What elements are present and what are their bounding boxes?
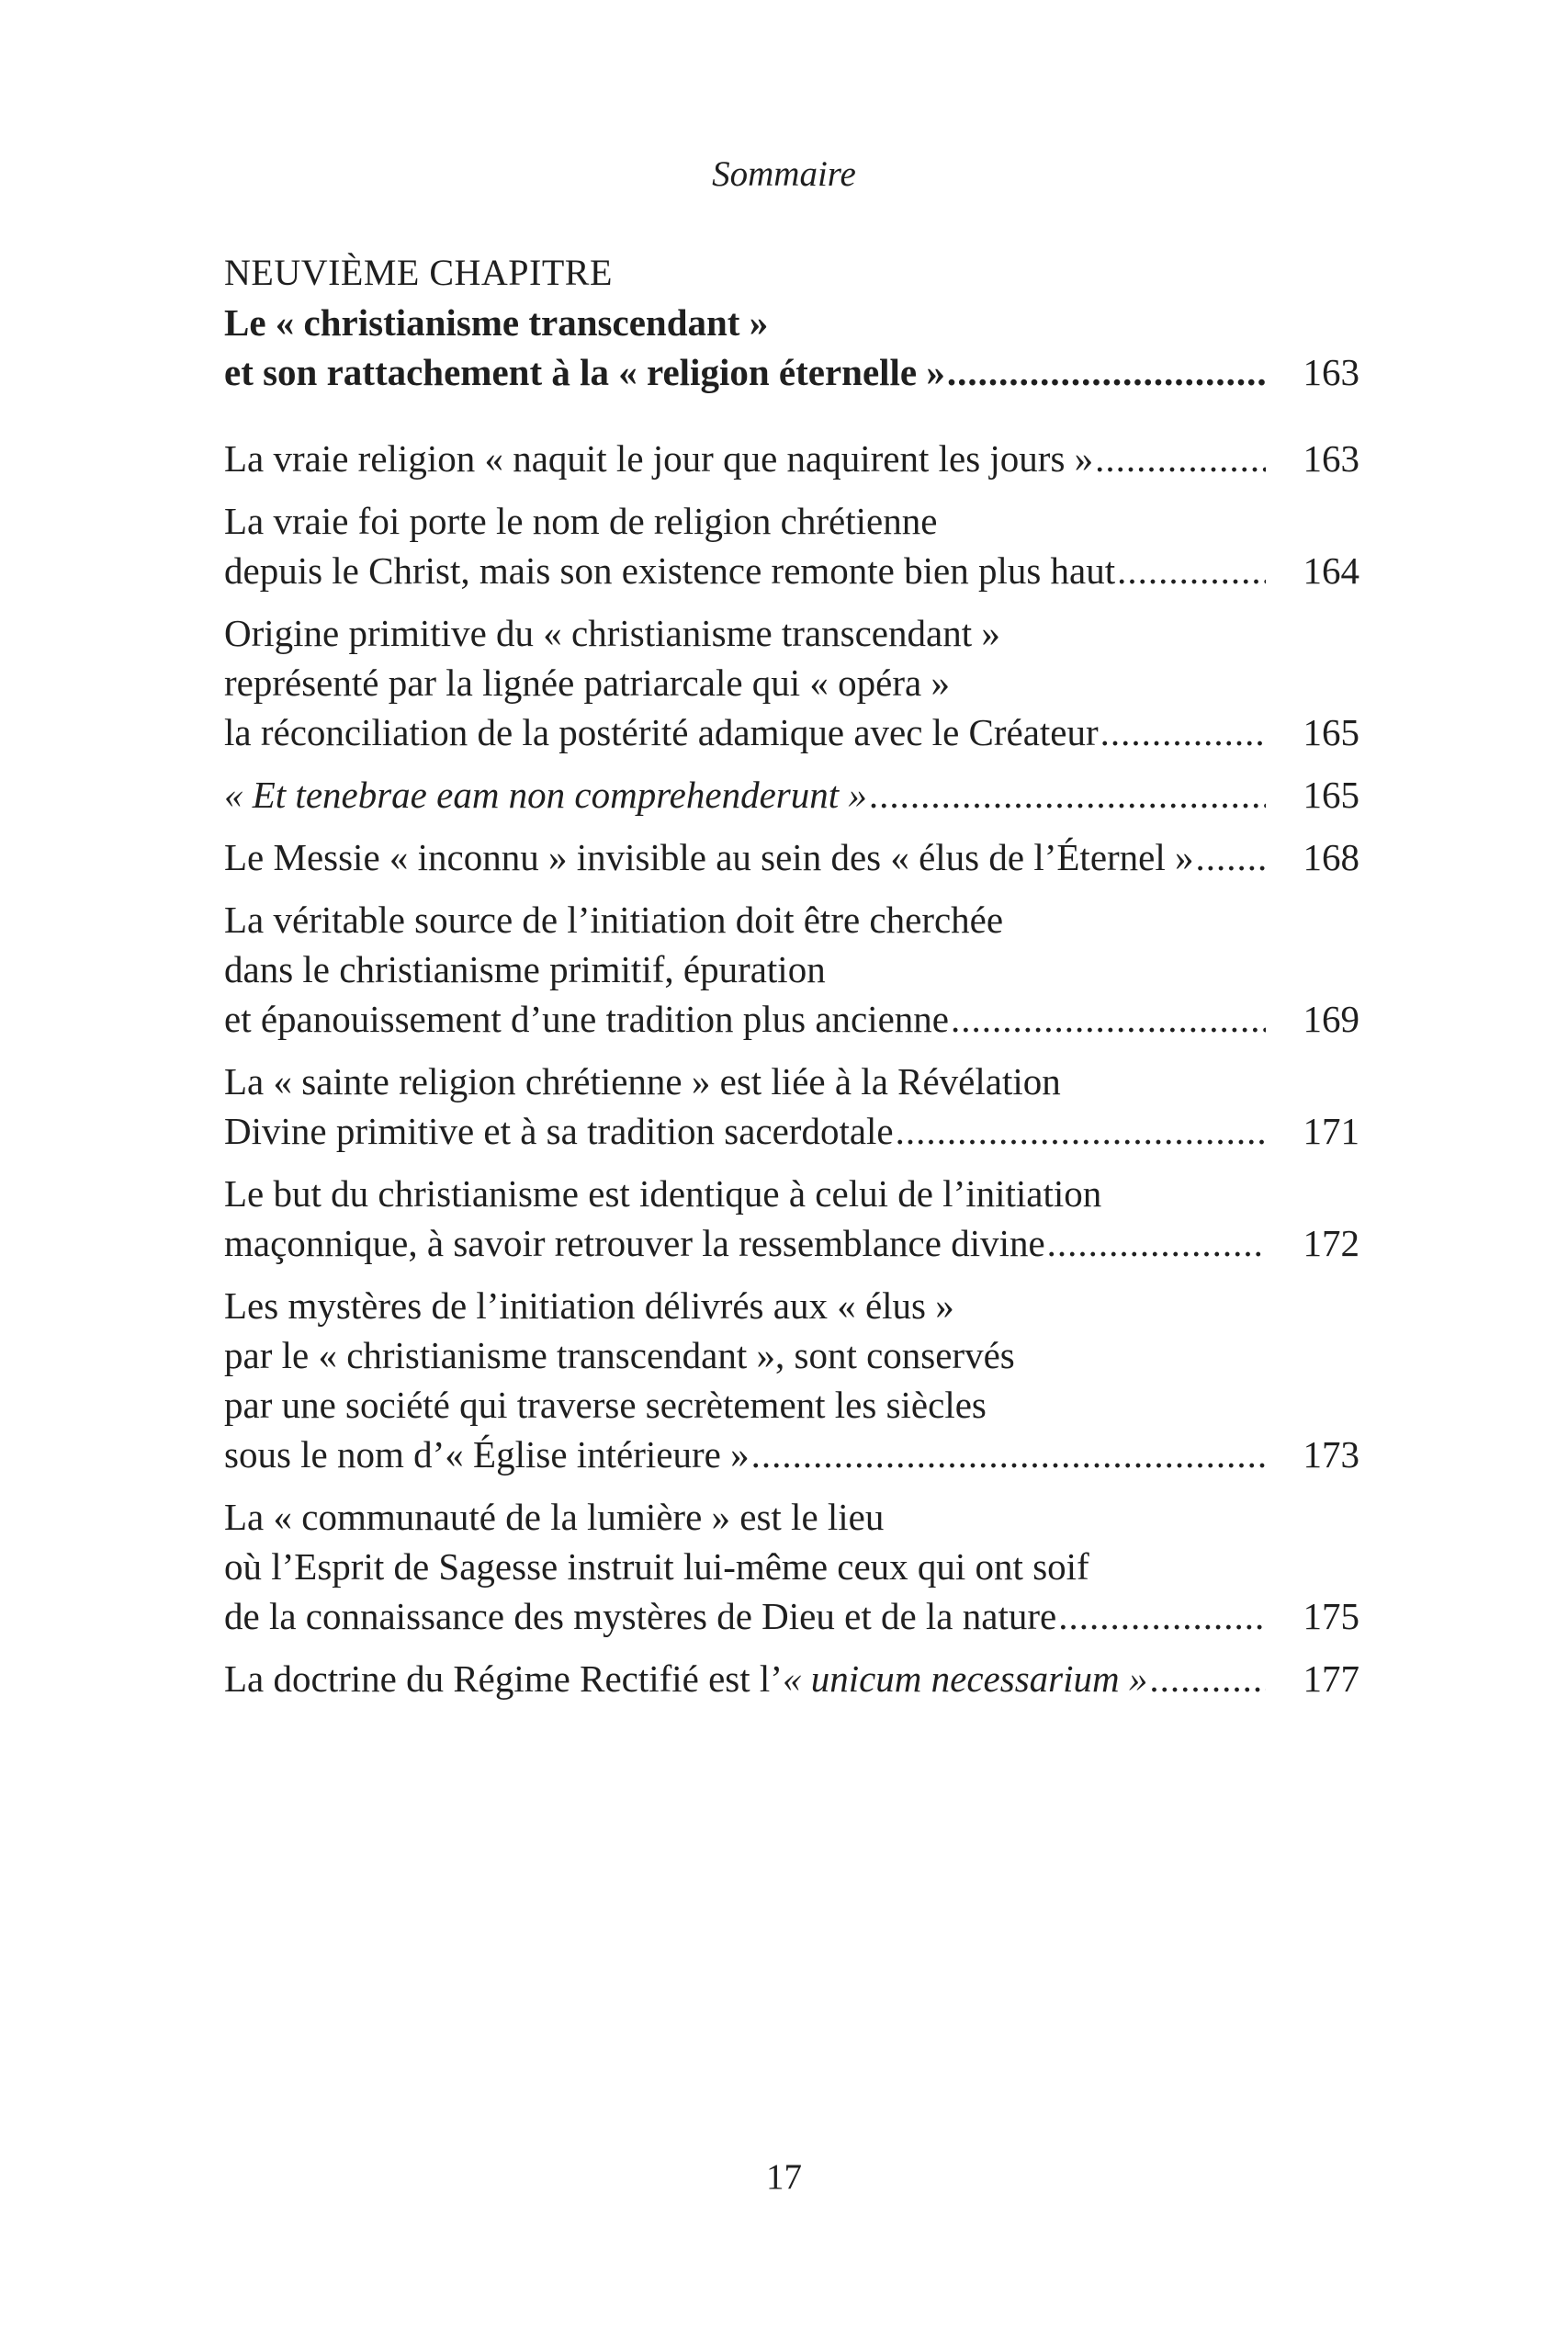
running-head: Sommaire xyxy=(712,154,856,194)
table-of-contents xyxy=(224,248,1359,1716)
toc-entry[interactable] xyxy=(224,1057,1359,1156)
entry-text: La vraie religion « naquit le jour que naquirent les jours » xyxy=(224,437,1094,480)
entry-text: et épanouissement d’une tradition plus ancienne xyxy=(224,998,950,1040)
page-ref: 163 xyxy=(1303,437,1359,480)
entry-text: la réconciliation de la postérité adamique avec le Créateur xyxy=(224,711,1099,753)
entry-line: par le « christianisme transcendant », sont conservés xyxy=(224,1334,1015,1376)
entry-last-line xyxy=(224,707,1359,757)
toc-entry[interactable] xyxy=(224,1654,1359,1703)
entry-last-line xyxy=(224,832,1359,882)
entry-last-line xyxy=(224,1654,1359,1703)
page-ref: 175 xyxy=(1303,1595,1359,1637)
dot-leader xyxy=(1095,434,1266,483)
chapter-title-last-line xyxy=(224,347,1359,397)
toc-entry[interactable] xyxy=(224,1281,1359,1479)
dot-leader xyxy=(1149,1654,1266,1703)
entry-line: Les mystères de l’initiation délivrés aux « élus » xyxy=(224,1284,954,1327)
entry-text: sous le nom d’« Église intérieure » xyxy=(224,1433,750,1476)
entry-line: Le but du christianisme est identique à celui de l’initiation xyxy=(224,1172,1102,1215)
entry-text: Le Messie « inconnu » invisible au sein des « élus de l’Éternel » xyxy=(224,836,1194,878)
dot-leader xyxy=(1047,1218,1266,1268)
entry-line: La « communauté de la lumière » est le lieu xyxy=(224,1496,885,1538)
entry-text: de la connaissance des mystères de Dieu et de la nature xyxy=(224,1595,1057,1637)
dot-leader xyxy=(896,1106,1266,1156)
toc-entry[interactable] xyxy=(224,434,1359,483)
page-number: 17 xyxy=(766,2157,802,2197)
toc-entry[interactable] xyxy=(224,608,1359,757)
entry-text: maçonnique, à savoir retrouver la ressemblance divine xyxy=(224,1222,1045,1264)
entry-text: Divine primitive et à sa tradition sacerdotale xyxy=(224,1110,894,1152)
dot-leader xyxy=(751,1430,1266,1479)
chapter-entry[interactable] xyxy=(224,248,1359,397)
page-ref: 171 xyxy=(1303,1110,1359,1152)
entry-text: depuis le Christ, mais son existence remonte bien plus haut xyxy=(224,549,1116,592)
entry-line: La véritable source de l’initiation doit être cherchée xyxy=(224,899,1004,941)
page-ref: 169 xyxy=(1303,998,1359,1040)
toc-entry[interactable] xyxy=(224,895,1359,1044)
entry-last-line xyxy=(224,1218,1359,1268)
entry-italic-text: « unicum necessarium » xyxy=(782,1657,1148,1700)
toc-entries xyxy=(224,434,1359,1703)
entry-last-line xyxy=(224,1591,1359,1641)
page-ref: 177 xyxy=(1303,1657,1359,1700)
toc-entry[interactable] xyxy=(224,832,1359,882)
dot-leader xyxy=(951,994,1266,1044)
toc-entry[interactable] xyxy=(224,1492,1359,1641)
dot-leader xyxy=(947,347,1266,397)
dot-leader xyxy=(1100,707,1266,757)
dot-leader xyxy=(1117,546,1266,595)
page-ref: 172 xyxy=(1303,1222,1359,1264)
entry-text: « Et tenebrae eam non comprehenderunt » xyxy=(224,774,867,816)
chapter-title-line: Le « christianisme transcendant » xyxy=(224,301,769,344)
page-ref: 168 xyxy=(1303,836,1359,878)
page-ref: 164 xyxy=(1303,549,1359,592)
entry-last-line xyxy=(224,434,1359,483)
entry-line: représenté par la lignée patriarcale qui « opéra » xyxy=(224,662,950,704)
entry-last-line xyxy=(224,770,1359,820)
entry-line: dans le christianisme primitif, épuration xyxy=(224,948,826,990)
chapter-label: NEUVIÈME CHAPITRE xyxy=(224,252,613,293)
page-ref: 165 xyxy=(1303,711,1359,753)
entry-text: La doctrine du Régime Rectifié est l’ xyxy=(224,1657,783,1700)
page-ref: 163 xyxy=(1303,351,1359,393)
toc-entry[interactable] xyxy=(224,496,1359,595)
toc-entry[interactable] xyxy=(224,1169,1359,1268)
entry-line: par une société qui traverse secrètement les siècles xyxy=(224,1384,987,1426)
chapter-title-text: et son rattachement à la « religion éternelle » xyxy=(224,351,945,393)
entry-line: où l’Esprit de Sagesse instruit lui-même ceux qui ont soif xyxy=(224,1545,1089,1588)
entry-line: La « sainte religion chrétienne » est liée à la Révélation xyxy=(224,1060,1061,1102)
entry-last-line xyxy=(224,1430,1359,1479)
toc-entry[interactable] xyxy=(224,770,1359,820)
dot-leader xyxy=(869,770,1266,820)
dot-leader xyxy=(1196,832,1266,882)
entry-last-line xyxy=(224,546,1359,595)
entry-line: Origine primitive du « christianisme transcendant » xyxy=(224,612,1000,654)
entry-last-line xyxy=(224,1106,1359,1156)
entry-last-line xyxy=(224,994,1359,1044)
dot-leader xyxy=(1058,1591,1266,1641)
page-ref: 173 xyxy=(1303,1433,1359,1476)
entry-line: La vraie foi porte le nom de religion chrétienne xyxy=(224,500,938,542)
page-ref: 165 xyxy=(1303,774,1359,816)
